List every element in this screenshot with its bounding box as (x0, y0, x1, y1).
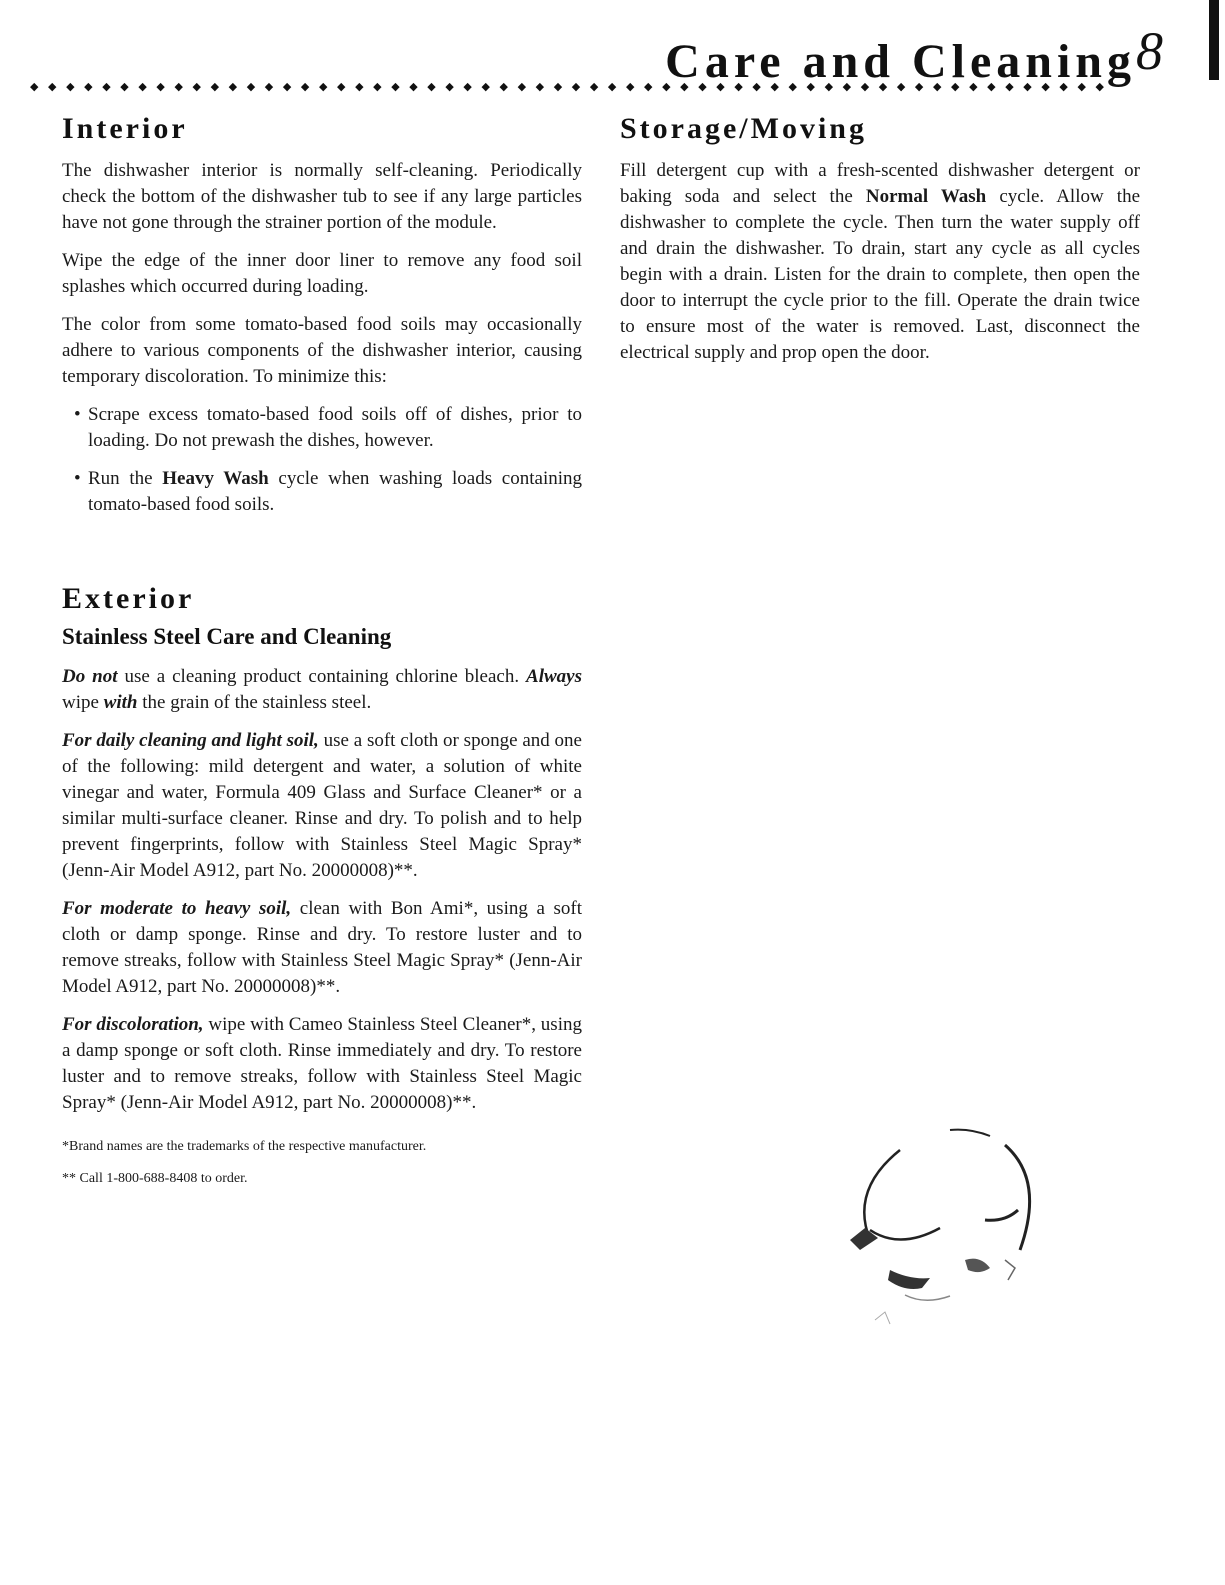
exterior-paragraph-daily: For daily cleaning and light soil, use a soft cloth or sponge and one of the following: mild detergent and water, a solution of white vinegar and water, Formula 409 Glass and Surface Cleaner* or a similar multi-surface cleaner. Rinse and dry. To polish and to help prevent fingerprints, follow with Stainless Steel Magic Spray* (Jenn-Air Model A912, part No. 20000008)**. (62, 730, 582, 881)
normal-wash-label: Normal Wash (865, 186, 987, 207)
bullet-icon: • (74, 404, 81, 425)
moderate-soil-label: For moderate to heavy soil, (62, 898, 292, 919)
tip-text-pre: Run the (88, 468, 163, 489)
right-column (620, 112, 1140, 378)
interior-section (62, 112, 582, 518)
page-edge-tab (1209, 0, 1219, 80)
stainless-steel-subheading: Stainless Steel Care and Cleaning (62, 624, 392, 649)
heavy-wash-label: Heavy Wash (162, 468, 269, 489)
tip-text: Scrape excess tomato-based food soils off of dishes, prior to loading. Do not prewash the dishes, however. (88, 404, 582, 451)
with-emphasis: with (103, 692, 138, 713)
interior-paragraph-1: The dishwasher interior is normally self-cleaning. Periodically check the bottom of the dishwasher tub to see if any large particles have not gone through the strainer portion of the module. (62, 160, 582, 233)
page-number: 8 (1136, 21, 1163, 81)
exterior-section (62, 582, 582, 1188)
interior-paragraph-3: The color from some tomato-based food soils may occasionally adhere to various components of the dishwasher interior, causing temporary discoloration. To minimize this: (62, 314, 582, 387)
warning-emphasis: Do not (62, 666, 118, 687)
exterior-heading: Exterior (62, 582, 195, 615)
footnote-order-phone: ** Call 1-800-688-8408 to order. (62, 1171, 248, 1186)
footnote-trademarks: *Brand names are the trademarks of the respective manufacturer. (62, 1139, 427, 1154)
interior-heading: Interior (62, 112, 188, 145)
always-emphasis: Always (526, 666, 582, 687)
footnotes (62, 1138, 582, 1188)
list-item (62, 402, 582, 454)
daily-cleaning-label: For daily cleaning and light soil, (62, 730, 319, 751)
left-column (62, 112, 582, 1202)
interior-tips-list (62, 402, 582, 518)
teacup-illustration-icon (830, 1110, 1070, 1350)
tip-text-post: cycle when washing loads containing tomato-based food soils. (88, 468, 582, 515)
exterior-paragraph-discoloration: For discoloration, wipe with Cameo Stainless Steel Cleaner*, using a damp sponge or soft cloth. Rinse immediately and dry. To restore luster and to remove streaks, follow with Stainless Steel Magic Spray* (Jenn-Air Model A912, part No. 20000008)**. (62, 1014, 582, 1113)
page-title-text: Care and Cleaning (665, 35, 1136, 88)
exterior-paragraph-1: Do not use a cleaning product containing chlorine bleach. Always wipe with the grain of the stainless steel. (62, 666, 582, 713)
diamond-divider: ◆◆◆◆◆◆◆◆◆◆◆◆◆◆◆◆◆◆◆◆◆◆◆◆◆◆◆◆◆◆◆◆◆◆◆◆◆◆◆◆◆◆◆◆◆◆◆◆◆◆◆◆◆◆◆◆◆◆◆◆ (30, 80, 1114, 93)
discoloration-label: For discoloration, (62, 1014, 204, 1035)
exterior-paragraph-moderate: For moderate to heavy soil, clean with Bon Ami*, using a soft cloth or damp sponge. Rinse and dry. To restore luster and to remove streaks, follow with Stainless Steel Magic Spray* (Jenn-Air Model A912, part No. 20000008)**. (62, 898, 582, 997)
interior-paragraph-2: Wipe the edge of the inner door liner to remove any food soil splashes which occurred during loading. (62, 250, 582, 297)
storage-heading: Storage/Moving (620, 112, 867, 145)
bullet-icon: • (74, 468, 81, 489)
storage-section (620, 112, 1140, 366)
storage-paragraph: Fill detergent cup with a fresh-scented dishwasher detergent or baking soda and select the Normal Wash cycle. Allow the dishwasher to complete the cycle. Then turn the water supply off and drain the dishwasher. To drain, start any cycle as all cycles begin with a drain. Listen for the drain to complete, then open the door to interrupt the cycle prior to the fill. Operate the drain twice to ensure most of the water is removed. Last, disconnect the electrical supply and prop open the door. (620, 160, 1140, 363)
list-item (62, 466, 582, 518)
